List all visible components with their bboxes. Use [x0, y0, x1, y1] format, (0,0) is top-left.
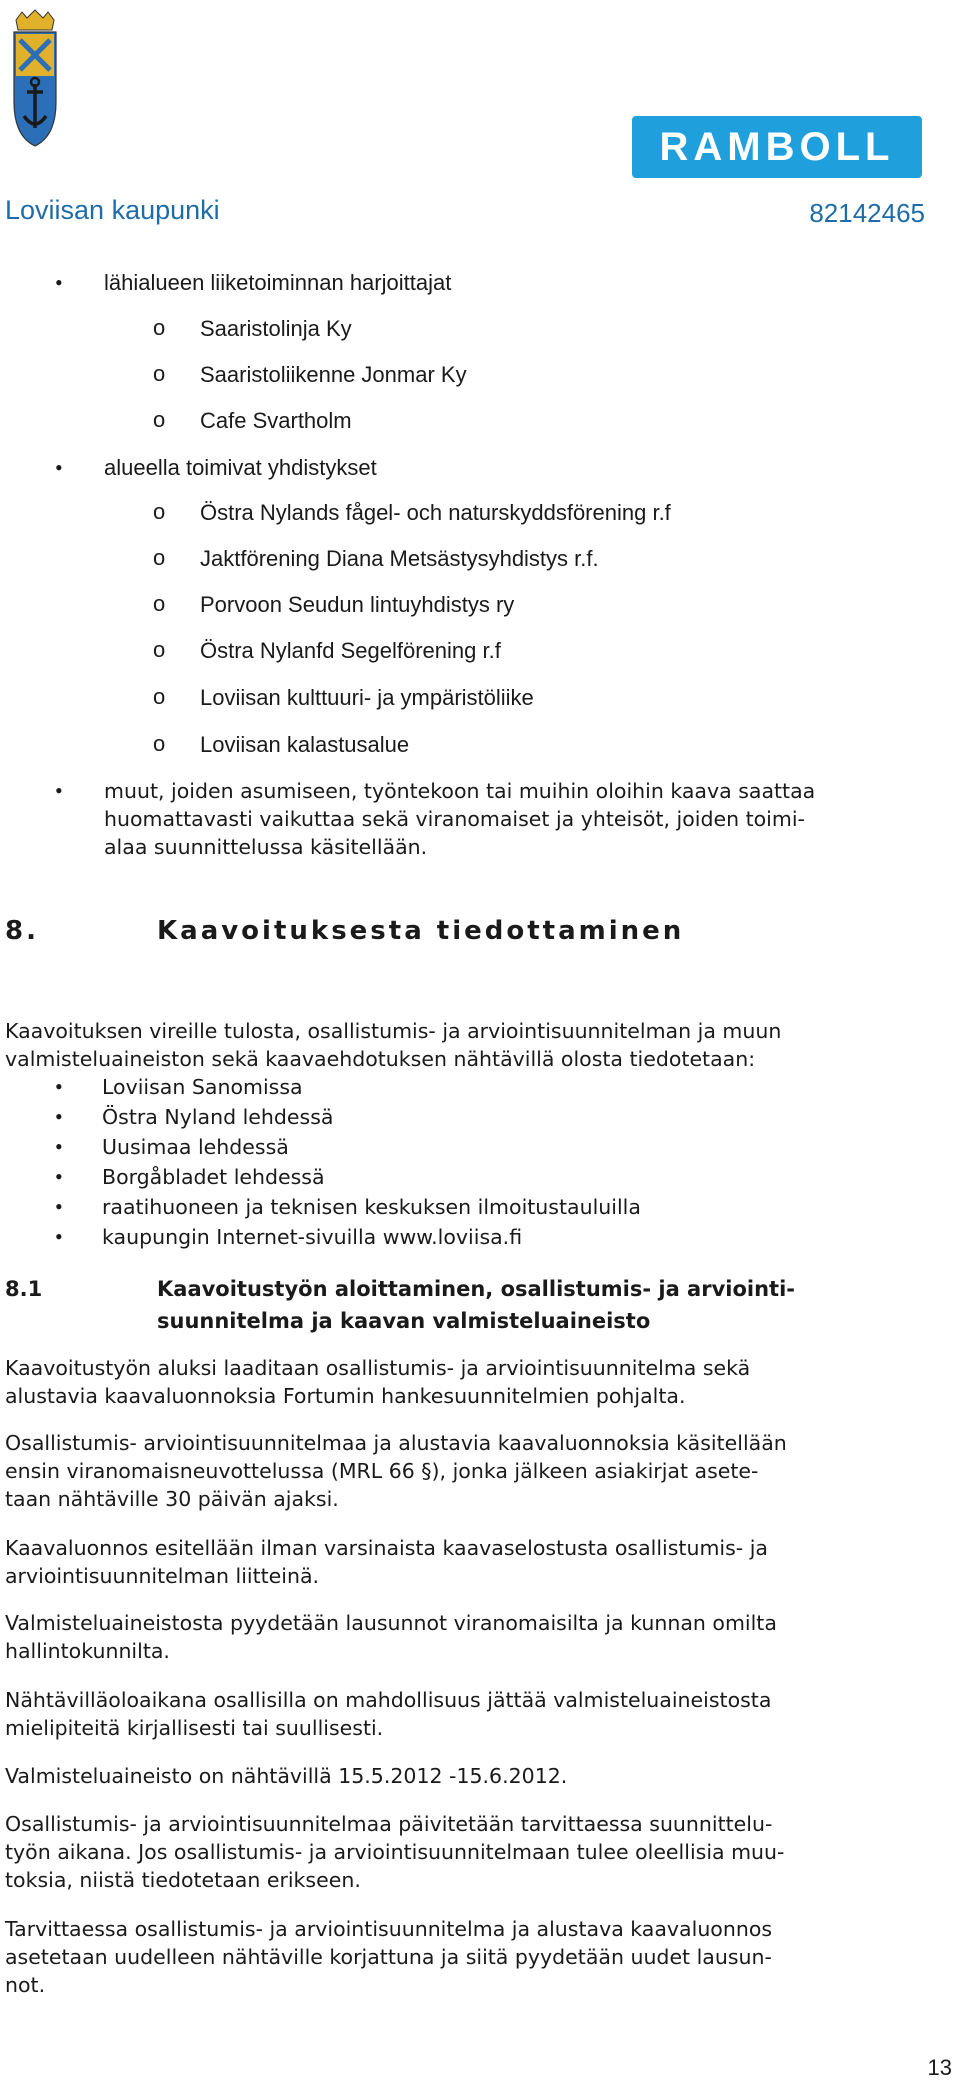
list-paragraph-line: alaa suunnittelussa käsitellään. — [104, 835, 428, 859]
bullet-dot: • — [55, 1224, 63, 1249]
page-number: 13 — [927, 2055, 952, 2080]
section-title: Kaavoituksesta tiedottaminen — [157, 916, 685, 946]
header-doc-number: 82142465 — [809, 198, 925, 228]
bullet-dot: • — [55, 1104, 63, 1129]
header-city-name: Loviisan kaupunki — [5, 195, 220, 225]
circle-bullet: o — [153, 591, 166, 616]
list-item: Uusimaa lehdessä — [102, 1135, 289, 1159]
circle-bullet: o — [153, 361, 166, 386]
paragraph-line: mielipiteitä kirjallisesti tai suullisesti. — [5, 1716, 384, 1740]
list-item: Östra Nylands fågel- och naturskyddsförening r.f — [200, 500, 671, 525]
circle-bullet: o — [153, 315, 166, 340]
list-item: Porvoon Seudun lintuyhdistys ry — [200, 592, 515, 617]
list-paragraph-line: muut, joiden asumiseen, työntekoon tai muihin oloihin kaava saattaa — [104, 779, 816, 803]
paragraph-line: työn aikana. Jos osallistumis- ja arviointisuunnitelmaan tulee oleellisia muu- — [5, 1840, 785, 1864]
circle-bullet: o — [153, 637, 166, 662]
bullet-dot: • — [55, 1134, 63, 1159]
bullet-dot: • — [55, 270, 63, 295]
bullet-dot: • — [55, 1074, 63, 1099]
list-group-title: alueella toimivat yhdistykset — [104, 455, 377, 480]
paragraph-line: Kaavoitustyön aluksi laaditaan osallistumis- ja arviointisuunnitelma sekä — [5, 1356, 751, 1380]
list-item: kaupungin Internet-sivuilla www.loviisa.fi — [102, 1225, 523, 1249]
bullet-dot: • — [55, 1164, 63, 1189]
paragraph-line: Kaavaluonnos esitellään ilman varsinaista kaavaselostusta osallistumis- ja — [5, 1536, 768, 1560]
list-item: Jaktförening Diana Metsästysyhdistys r.f. — [200, 546, 599, 571]
paragraph-line: not. — [5, 1973, 46, 1997]
paragraph-line: valmisteluaineiston sekä kaavaehdotuksen nähtävillä olosta tiedotetaan: — [5, 1047, 756, 1071]
circle-bullet: o — [153, 545, 166, 570]
bullet-dot: • — [55, 778, 63, 803]
list-group-title: lähialueen liiketoiminnan harjoittajat — [104, 270, 452, 295]
list-item: Cafe Svartholm — [200, 408, 352, 433]
paragraph-line: Osallistumis- arviointisuunnitelmaa ja alustavia kaavaluonnoksia käsitellään — [5, 1431, 787, 1455]
subsection-title-line: suunnitelma ja kaavan valmisteluaineisto — [157, 1309, 651, 1333]
list-paragraph-line: huomattavasti vaikuttaa sekä viranomaiset ja yhteisöt, joiden toimi- — [104, 807, 805, 831]
bullet-dot: • — [55, 455, 63, 480]
paragraph-line: Kaavoituksen vireille tulosta, osallistumis- ja arviointisuunnitelman ja muun — [5, 1019, 782, 1043]
list-item: raatihuoneen ja teknisen keskuksen ilmoitustauluilla — [102, 1195, 641, 1219]
circle-bullet: o — [153, 499, 166, 524]
circle-bullet: o — [153, 407, 166, 432]
paragraph-line: Valmisteluaineistosta pyydetään lausunnot viranomaisilta ja kunnan omilta — [5, 1611, 777, 1635]
paragraph-line: taan nähtäville 30 päivän ajaksi. — [5, 1487, 339, 1511]
list-item: Borgåbladet lehdessä — [102, 1165, 325, 1189]
paragraph-line: Osallistumis- ja arviointisuunnitelmaa päivitetään tarvittaessa suunnittelu- — [5, 1812, 773, 1836]
subsection-title-line: Kaavoitustyön aloittaminen, osallistumis- ja arviointi- — [157, 1277, 795, 1301]
paragraph-line: hallintokunnilta. — [5, 1639, 170, 1663]
paragraph-line: arviointisuunnitelman liitteinä. — [5, 1564, 320, 1588]
paragraph-line: Nähtävilläoloaikana osallisilla on mahdollisuus jättää valmisteluaineistosta — [5, 1688, 772, 1712]
paragraph-line: Tarvittaessa osallistumis- ja arviointisuunnitelma ja alustava kaavaluonnos — [5, 1917, 773, 1941]
bullet-dot: • — [55, 1194, 63, 1219]
list-item: Loviisan kulttuuri- ja ympäristöliike — [200, 685, 534, 710]
circle-bullet: o — [153, 684, 166, 709]
circle-bullet: o — [153, 731, 166, 756]
paragraph-line: asetetaan uudelleen nähtäville korjattuna ja siitä pyydetään uudet lausun- — [5, 1945, 772, 1969]
loviisa-crest-logo — [10, 6, 60, 148]
paragraph-line: toksia, niistä tiedotetaan erikseen. — [5, 1868, 361, 1892]
list-item: Loviisan kalastusalue — [200, 732, 410, 757]
list-item: Östra Nylanfd Segelförening r.f — [200, 638, 501, 663]
ramboll-logo: RAMBOLL — [632, 116, 922, 178]
subsection-number: 8.1 — [5, 1277, 43, 1301]
paragraph-line: alustavia kaavaluonnoksia Fortumin hankesuunnitelmien pohjalta. — [5, 1384, 686, 1408]
paragraph-line: ensin viranomaisneuvottelussa (MRL 66 §), jonka jälkeen asiakirjat asete- — [5, 1459, 759, 1483]
list-item: Saaristoliikenne Jonmar Ky — [200, 362, 467, 387]
list-item: Östra Nyland lehdessä — [102, 1105, 334, 1129]
list-item: Loviisan Sanomissa — [102, 1075, 303, 1099]
section-number: 8. — [5, 916, 39, 946]
paragraph-line: Valmisteluaineisto on nähtävillä 15.5.2012 -15.6.2012. — [5, 1764, 568, 1788]
list-item: Saaristolinja Ky — [200, 316, 352, 341]
